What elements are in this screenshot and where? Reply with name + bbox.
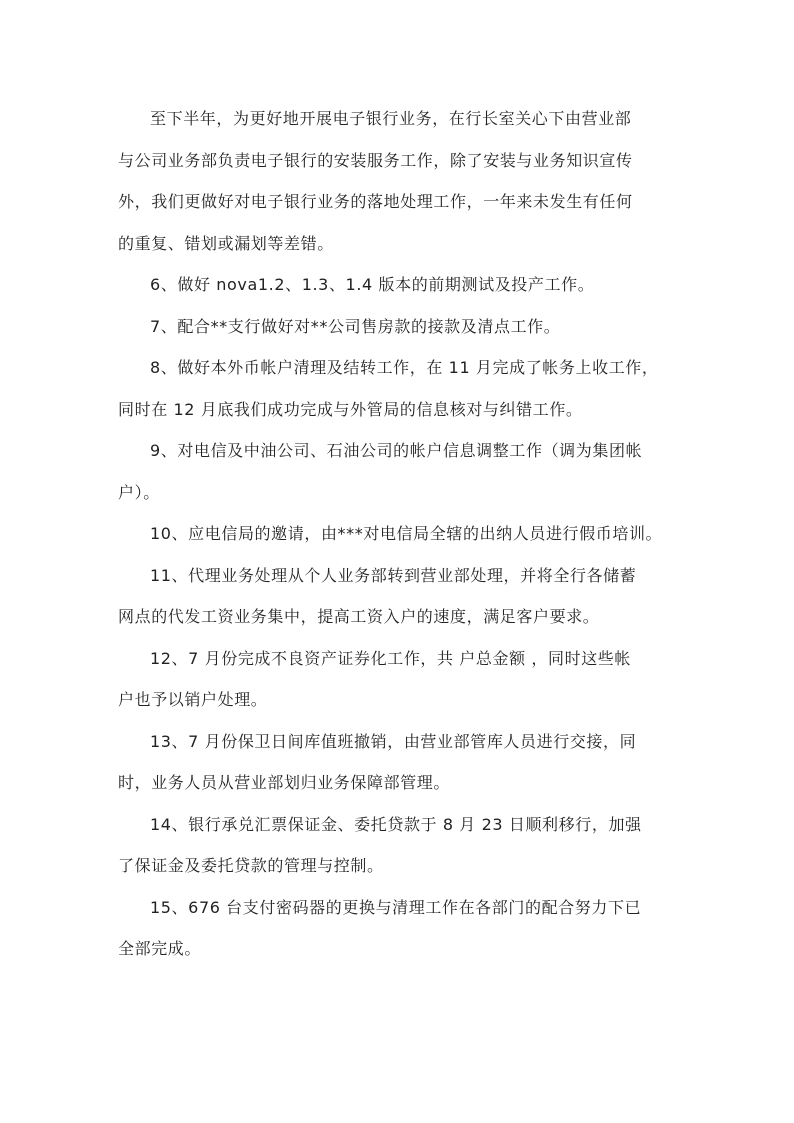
paragraph-item-10 bbox=[118, 513, 678, 555]
paragraph-item-15 bbox=[118, 887, 678, 970]
paragraph-line: 14、银行承兑汇票保证金、委托贷款于 8 月 23 日顺利移行，加强 bbox=[150, 814, 642, 834]
paragraph-item-14 bbox=[118, 804, 678, 887]
paragraph-line: 了保证金及委托贷款的管理与控制。 bbox=[118, 856, 384, 875]
paragraph-line: 10、应电信局的邀请，由***对电信局全辖的出纳人员进行假币培训。 bbox=[150, 524, 663, 543]
paragraph-line: 的重复、错划或漏划等差错。 bbox=[118, 233, 334, 253]
paragraph-line: 户也予以销户处理。 bbox=[118, 690, 268, 709]
paragraph-line: 全部完成。 bbox=[118, 939, 202, 958]
paragraph-item-6 bbox=[118, 264, 678, 306]
paragraph-line: 同时在 12 月底我们成功完成与外管局的信息核对与纠错工作。 bbox=[118, 399, 583, 419]
paragraph-item-13 bbox=[118, 721, 678, 804]
document-page bbox=[118, 98, 678, 970]
paragraph-item-9 bbox=[118, 430, 678, 513]
paragraph-line: 至下半年，为更好地开展电子银行业务，在行长室关心下由营业部 bbox=[150, 109, 632, 128]
paragraph-line: 户）。 bbox=[118, 482, 160, 502]
paragraph-item-7 bbox=[118, 306, 678, 348]
paragraph-line: 外，我们更做好对电子银行业务的落地处理工作，一年来未发生有任何 bbox=[118, 192, 633, 211]
paragraph-line: 7、配合**支行做好对**公司售房款的接款及清点工作。 bbox=[150, 316, 561, 336]
paragraph-item-11 bbox=[118, 555, 678, 638]
paragraph-item-8 bbox=[118, 347, 678, 430]
paragraph-line: 与公司业务部负责电子银行的安装服务工作，除了安装与业务知识宣传 bbox=[118, 150, 633, 170]
paragraph-item-12 bbox=[118, 638, 678, 721]
paragraph-line: 6、做好 nova1.2、1.3、1.4 版本的前期测试及投产工作。 bbox=[150, 275, 595, 294]
paragraph-line: 网点的代发工资业务集中，提高工资入户的速度，满足客户要求。 bbox=[118, 607, 600, 626]
paragraph-1 bbox=[118, 98, 678, 264]
paragraph-line: 时，业务人员从营业部划归业务保障部管理。 bbox=[118, 773, 451, 792]
paragraph-line: 13、7 月份保卫日间库值班撤销，由营业部管库人员进行交接，同 bbox=[150, 731, 637, 751]
paragraph-line: 15、676 台支付密码器的更换与清理工作在各部门的配合努力下已 bbox=[150, 897, 642, 917]
paragraph-line: 11、代理业务处理从个人业务部转到营业部处理，并将全行各储蓄 bbox=[150, 565, 637, 585]
paragraph-line: 12、7 月份完成不良资产证券化工作，共 户总金额 ，同时这些帐 bbox=[150, 648, 631, 668]
paragraph-line: 9、对电信及中油公司、石油公司的帐户信息调整工作（调为集团帐 bbox=[150, 441, 643, 460]
paragraph-line: 8、做好本外币帐户清理及结转工作，在 11 月完成了帐务上收工作， bbox=[150, 358, 659, 377]
